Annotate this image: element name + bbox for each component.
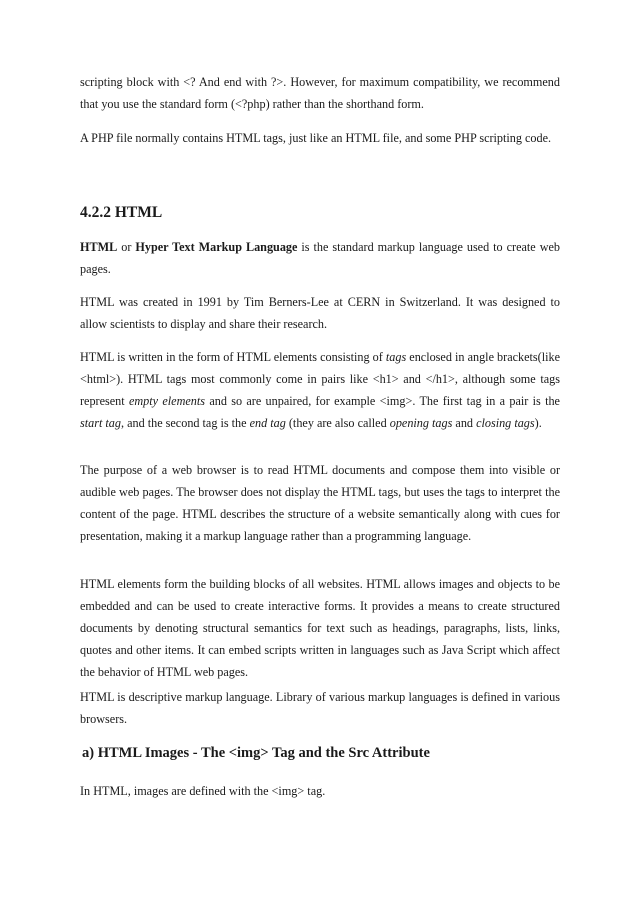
section-heading-html: 4.2.2 HTML	[80, 204, 163, 221]
hyper-text-markup-language-term: Hyper Text Markup Language	[135, 240, 298, 254]
paragraph-html-definition: HTML or Hyper Text Markup Language is the standard markup language used to create web pages.	[80, 240, 560, 276]
paragraph-html-elements-tags: HTML is written in the form of HTML elements consisting of tags enclosed in angle brackets(like <html>). HTML tags most commonly come in pairs like <h1> and </h1>, although some tags represent empty elements and so are unpaired, for example <img>. The first tag in a pair is the start tag, and the second tag is the end tag (they are also called opening tags and closing tags).	[80, 350, 560, 430]
paragraph-img-tag: In HTML, images are defined with the <img> tag.	[80, 784, 326, 798]
paragraph-descriptive-markup: HTML is descriptive markup language. Library of various markup languages is defined in various browsers.	[80, 690, 560, 726]
paragraph-html-building-blocks: HTML elements form the building blocks of all websites. HTML allows images and objects to be embedded and can be used to create interactive forms. It provides a means to create structured documents by denoting structural semantics for text such as headings, paragraphs, lists, links, quotes and other items. It can embed scripts written in languages such as Java Script which affect the behavior of HTML web pages.	[80, 577, 560, 679]
subsection-heading-html-images: a) HTML Images - The <img> Tag and the Src Attribute	[82, 745, 430, 761]
paragraph-web-browser-purpose: The purpose of a web browser is to read HTML documents and compose them into visible or audible web pages. The browser does not display the HTML tags, but uses the tags to interpret the content of the page. HTML describes the structure of a website semantically along with cues for presentation, making it a markup language rather than a programming language.	[80, 463, 560, 543]
paragraph-html-history: HTML was created in 1991 by Tim Berners-Lee at CERN in Switzerland. It was designed to allow scientists to display and share their research.	[80, 295, 560, 331]
paragraph-php-scripting-block: scripting block with <? And end with ?>. However, for maximum compatibility, we recommend that you use the standard form (<?php) rather than the shorthand form.	[80, 75, 560, 111]
paragraph-php-file: A PHP file normally contains HTML tags, just like an HTML file, and some PHP scripting code.	[80, 131, 552, 145]
html-term: HTML	[80, 240, 118, 254]
